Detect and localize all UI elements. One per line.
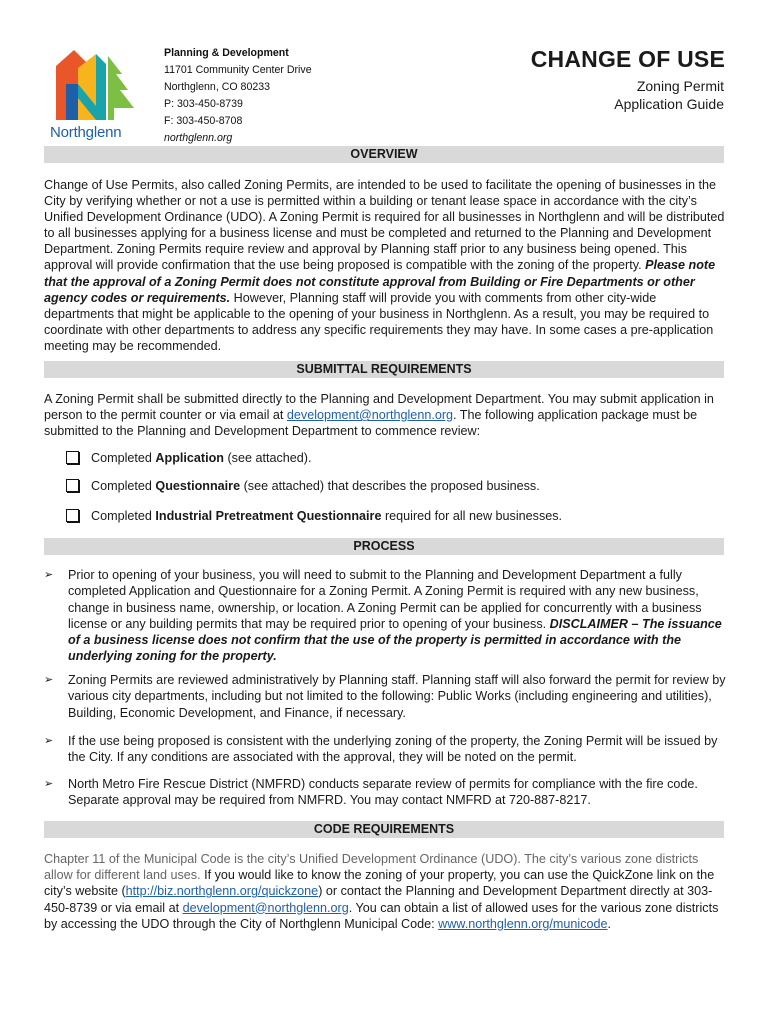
submittal-text-2: . The following application package must be submitted to the Planning and Development Department to commence review: — [44, 408, 698, 439]
org-phone: P: 303-450-8739 — [164, 98, 243, 110]
page-subtitle-2: Application Guide — [614, 96, 724, 112]
code-text: . — [607, 916, 612, 931]
process-bullet — [44, 733, 726, 766]
process-bullet-text: North Metro Fire Rescue District (NMFRD) conducts separate review of permits for compliance with the fire code. Separate approval may be required from NMFRD. You may contact NMFRD at 720-887-8217. — [68, 777, 698, 808]
checklist-bold: Questionnaire — [155, 479, 241, 493]
process-bullet-text: Prior to opening of your business, you will need to submit to the Planning and Development Department a fully completed Application and Questionnaire for a Zoning Permit. A Zoning Permit is required with any new business, change in business name, ownership, or location. A Zoning Permit can be applied for concurrently with a business license or any building permits that may be required prior to opening of your business. — [68, 568, 702, 631]
overview-text-1: Change of Use Permits, also called Zoning Permits, are intended to be used to facilitate the opening of businesses in the City by verifying whether or not a use is permitted within a building or tenant lease space in accordance with the city’s Unified Development Ordinance (UDO). A Zoning Permit is required for all businesses in Northglenn and will be distributed to all businesses applying for a business license and must be completed and returned to the Planning and Development Department. Zoning Permits require review and approval by Planning staff prior to any business being opened. This approval will provide confirmation that the use being proposed is compatible with the zoning of the property. — [44, 178, 725, 273]
checklist-text: Completed — [91, 451, 156, 465]
checklist-item — [66, 479, 540, 493]
org-city: Northglenn, CO 80233 — [164, 81, 271, 93]
process-disclaimer: DISCLAIMER – The issuance of a business license does not confirm that the use of the property is permitted in accordance with the underlying zoning for the property. — [68, 616, 722, 664]
org-address: 11701 Community Center Drive — [164, 64, 312, 76]
submittal-email-link[interactable]: development@northglenn.org — [286, 408, 454, 423]
arrow-bullet-icon: ➢ — [44, 778, 54, 790]
checkbox[interactable] — [66, 509, 79, 522]
checklist-text: Completed — [91, 479, 156, 493]
code-paragraph — [44, 851, 726, 932]
code-email-link[interactable]: development@northglenn.org — [182, 900, 349, 915]
code-heading: CODE REQUIREMENTS — [44, 821, 724, 838]
code-text: . You can obtain a list of allowed uses for the various zone districts by accessing the UDO through the City of Northglenn Municipal Code: — [44, 900, 719, 931]
arrow-bullet-icon: ➢ — [44, 569, 54, 581]
org-name: Planning & Development — [164, 47, 289, 59]
checklist-bold: Industrial Pretreatment Questionnaire — [155, 509, 382, 523]
overview-text-2: However, Planning staff will provide you with comments from other city-wide departments that might be applicable to the opening of your business in Northglenn. As a result, you may be required to coordinate with other departments to address any specific requirements they may have. In some cases a pre-application meeting may be recommended. — [44, 290, 714, 353]
page-subtitle-1: Zoning Permit — [636, 78, 724, 94]
checklist-item — [66, 451, 312, 465]
submittal-text-1: A Zoning Permit shall be submitted directly to the Planning and Development Department. You may submit application in person to the permit counter or via email at — [44, 392, 714, 423]
arrow-bullet-icon: ➢ — [44, 674, 54, 686]
process-heading: PROCESS — [44, 538, 724, 555]
northglenn-logo — [48, 46, 140, 144]
quickzone-link[interactable]: http://biz.northglenn.org/quickzone — [125, 884, 319, 899]
checklist-text: (see attached). — [223, 451, 312, 465]
org-contact-block — [164, 45, 312, 147]
process-bullet — [44, 672, 726, 721]
arrow-bullet-icon: ➢ — [44, 735, 54, 747]
checklist-bold: Application — [155, 451, 224, 465]
checkbox[interactable] — [66, 479, 79, 492]
checkbox[interactable] — [66, 451, 79, 464]
process-bullet-text: Zoning Permits are reviewed administratively by Planning staff. Planning staff will also forward the permit for review by various city departments, including but not limited to the following: Public Works (including engineering and utilities), Building, Economic Development, and Finance, if necessary. — [68, 673, 726, 720]
logo-wordmark: Northglenn — [50, 124, 122, 141]
overview-heading: OVERVIEW — [44, 146, 724, 163]
logo-mark-icon — [48, 46, 140, 126]
checklist-text: (see attached) that describes the proposed business. — [240, 479, 540, 493]
checklist-text: required for all new businesses. — [381, 509, 563, 523]
process-bullet — [44, 567, 726, 665]
code-grey-text: Chapter 11 of the Municipal Code is the city’s Unified Development Ordinance (UDO). The city’s various zone districts allow for different land uses. — [44, 852, 699, 883]
submittal-heading: SUBMITTAL REQUIREMENTS — [44, 361, 724, 378]
submittal-paragraph — [44, 391, 726, 439]
code-text: If you would like to know the zoning of your property, you can use the QuickZone link on the city’s website ( — [44, 868, 715, 899]
checklist-text: Completed — [91, 509, 156, 523]
overview-bold-note: Please note that the approval of a Zoning Permit does not constitute approval from Building or Fire Departments or other agency codes or requirements. — [44, 258, 716, 305]
checklist-item — [66, 509, 562, 523]
org-website[interactable]: northglenn.org — [164, 132, 233, 144]
municode-link[interactable]: www.northglenn.org/municode — [438, 916, 608, 931]
process-bullet — [44, 776, 726, 809]
process-bullet-text: If the use being proposed is consistent with the underlying zoning of the property, the Zoning Permit will be issued by the City. If any conditions are associated with the approval, they will be noted on the permit. — [68, 734, 718, 765]
code-text: ) or contact the Planning and Development Department directly at 303-450-8739 or via email at — [44, 884, 713, 915]
org-fax: F: 303-450-8708 — [164, 115, 243, 127]
page-title: CHANGE OF USE — [530, 46, 725, 72]
overview-paragraph — [44, 177, 726, 354]
